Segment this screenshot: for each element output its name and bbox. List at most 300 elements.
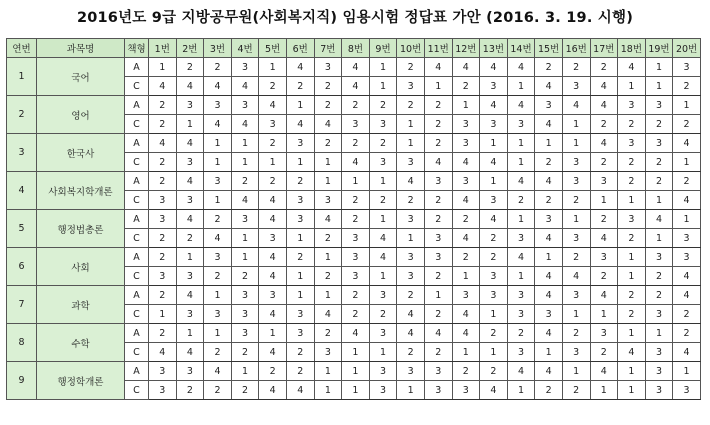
answer-cell: 4 (314, 115, 342, 134)
answer-cell: 1 (618, 77, 646, 96)
answer-cell: 2 (618, 172, 646, 191)
answer-cell: 3 (286, 305, 314, 324)
answer-cell: 3 (590, 324, 618, 343)
answer-cell: 3 (314, 191, 342, 210)
answer-cell: 2 (286, 77, 314, 96)
answer-cell: 2 (149, 115, 177, 134)
answer-cell: 3 (259, 286, 287, 305)
subject-name: 행정법총론 (37, 210, 125, 248)
answer-cell: 1 (535, 134, 563, 153)
answer-cell: 2 (645, 153, 673, 172)
table-row (7, 248, 701, 267)
header-question: 5번 (259, 39, 287, 58)
answer-cell: 1 (231, 248, 259, 267)
answer-cell: 1 (369, 172, 397, 191)
booklet-type: A (125, 96, 149, 115)
answer-cell: 4 (259, 343, 287, 362)
row-number: 7 (7, 286, 37, 324)
header-question: 18번 (618, 39, 646, 58)
answer-cell: 1 (618, 381, 646, 400)
answer-cell: 1 (286, 96, 314, 115)
answer-cell: 1 (452, 96, 480, 115)
answer-cell: 1 (535, 248, 563, 267)
row-number: 6 (7, 248, 37, 286)
answer-cell: 3 (176, 305, 204, 324)
answer-cell: 3 (590, 248, 618, 267)
answer-cell: 1 (231, 153, 259, 172)
header-question: 14번 (507, 39, 535, 58)
header-question: 13번 (480, 39, 508, 58)
answer-cell: 4 (204, 115, 232, 134)
answer-cell: 3 (176, 153, 204, 172)
answer-cell: 3 (149, 267, 177, 286)
answer-cell: 2 (397, 286, 425, 305)
answer-cell: 4 (259, 305, 287, 324)
answer-cell: 2 (452, 210, 480, 229)
answer-cell: 2 (673, 305, 701, 324)
answer-cell: 3 (259, 229, 287, 248)
answer-cell: 3 (424, 381, 452, 400)
answer-cell: 4 (562, 267, 590, 286)
answer-cell: 4 (231, 77, 259, 96)
answer-cell: 1 (645, 58, 673, 77)
answer-table (6, 38, 701, 400)
answer-cell: 4 (342, 153, 370, 172)
answer-cell: 2 (424, 134, 452, 153)
answer-cell: 2 (314, 96, 342, 115)
answer-cell: 2 (314, 324, 342, 343)
answer-cell: 4 (397, 324, 425, 343)
answer-cell: 4 (480, 210, 508, 229)
answer-cell: 3 (342, 115, 370, 134)
answer-cell: 2 (149, 96, 177, 115)
answer-cell: 4 (149, 134, 177, 153)
answer-cell: 2 (535, 381, 563, 400)
answer-cell: 2 (314, 77, 342, 96)
answer-cell: 2 (149, 229, 177, 248)
answer-cell: 2 (397, 191, 425, 210)
table-row (7, 96, 701, 115)
answer-cell: 1 (314, 248, 342, 267)
answer-cell: 1 (673, 153, 701, 172)
row-number: 9 (7, 362, 37, 400)
answer-cell: 2 (562, 324, 590, 343)
answer-cell: 1 (480, 305, 508, 324)
answer-cell: 1 (562, 115, 590, 134)
subject-name: 사회복지학개론 (37, 172, 125, 210)
answer-cell: 2 (204, 343, 232, 362)
answer-cell: 4 (562, 96, 590, 115)
header-question: 2번 (176, 39, 204, 58)
answer-cell: 2 (480, 324, 508, 343)
answer-cell: 1 (480, 134, 508, 153)
answer-cell: 4 (452, 191, 480, 210)
subject-name: 영어 (37, 96, 125, 134)
answer-cell: 2 (342, 191, 370, 210)
answer-cell: 2 (314, 267, 342, 286)
answer-cell: 1 (286, 153, 314, 172)
answer-cell: 2 (204, 210, 232, 229)
answer-cell: 4 (259, 381, 287, 400)
answer-cell: 1 (369, 343, 397, 362)
answer-cell: 2 (369, 191, 397, 210)
answer-cell: 3 (231, 324, 259, 343)
answer-cell: 1 (176, 248, 204, 267)
answer-cell: 2 (369, 305, 397, 324)
answer-cell: 4 (452, 324, 480, 343)
answer-cell: 1 (507, 381, 535, 400)
answer-cell: 1 (259, 58, 287, 77)
answer-cell: 4 (259, 210, 287, 229)
answer-cell: 4 (149, 343, 177, 362)
booklet-type: A (125, 58, 149, 77)
booklet-type: C (125, 77, 149, 96)
answer-cell: 2 (259, 362, 287, 381)
answer-cell: 1 (342, 381, 370, 400)
answer-cell: 4 (176, 77, 204, 96)
answer-cell: 4 (176, 172, 204, 191)
answer-cell: 2 (618, 286, 646, 305)
answer-cell: 4 (176, 343, 204, 362)
header-row (7, 39, 701, 58)
answer-cell: 3 (397, 267, 425, 286)
header-question: 9번 (369, 39, 397, 58)
answer-cell: 3 (231, 58, 259, 77)
answer-cell: 3 (342, 248, 370, 267)
answer-cell: 4 (342, 58, 370, 77)
booklet-type: C (125, 381, 149, 400)
answer-cell: 1 (176, 324, 204, 343)
answer-cell: 2 (645, 115, 673, 134)
answer-cell: 1 (424, 77, 452, 96)
answer-cell: 1 (452, 267, 480, 286)
answer-cell: 4 (149, 77, 177, 96)
answer-cell: 3 (452, 134, 480, 153)
answer-cell: 4 (590, 77, 618, 96)
booklet-type: A (125, 286, 149, 305)
table-row (7, 362, 701, 381)
answer-cell: 1 (259, 324, 287, 343)
answer-cell: 3 (204, 96, 232, 115)
header-type: 책형 (125, 39, 149, 58)
header-subject: 과목명 (37, 39, 125, 58)
answer-cell: 3 (452, 172, 480, 191)
answer-cell: 2 (369, 96, 397, 115)
answer-cell: 1 (369, 58, 397, 77)
subject-name: 수학 (37, 324, 125, 362)
answer-cell: 3 (231, 286, 259, 305)
row-number: 5 (7, 210, 37, 248)
answer-cell: 3 (204, 248, 232, 267)
answer-cell: 3 (673, 381, 701, 400)
answer-cell: 3 (452, 286, 480, 305)
booklet-type: C (125, 305, 149, 324)
answer-cell: 1 (314, 381, 342, 400)
answer-cell: 3 (562, 229, 590, 248)
page-title: 2016년도 9급 지방공무원(사회복지직) 임용시험 정답표 가안 (2016. 3. 19. 시행) (76, 10, 634, 26)
answer-cell: 1 (369, 267, 397, 286)
answer-cell: 3 (424, 172, 452, 191)
answer-cell: 4 (590, 96, 618, 115)
answer-cell: 3 (424, 229, 452, 248)
answer-cell: 4 (369, 248, 397, 267)
answer-cell: 2 (204, 267, 232, 286)
answer-cell: 3 (452, 381, 480, 400)
answer-cell: 3 (645, 305, 673, 324)
answer-cell: 2 (176, 381, 204, 400)
answer-cell: 2 (507, 324, 535, 343)
answer-cell: 3 (562, 77, 590, 96)
answer-cell: 3 (645, 343, 673, 362)
answer-cell: 2 (342, 286, 370, 305)
answer-cell: 4 (286, 115, 314, 134)
header-question: 3번 (204, 39, 232, 58)
answer-cell: 4 (342, 324, 370, 343)
answer-cell: 3 (424, 362, 452, 381)
table-row (7, 324, 701, 343)
answer-cell: 1 (314, 286, 342, 305)
answer-cell: 2 (342, 210, 370, 229)
answer-cell: 1 (507, 210, 535, 229)
answer-cell: 1 (645, 324, 673, 343)
answer-cell: 2 (259, 172, 287, 191)
answer-cell: 2 (590, 210, 618, 229)
answer-cell: 4 (507, 362, 535, 381)
answer-cell: 4 (452, 153, 480, 172)
answer-cell: 2 (369, 134, 397, 153)
answer-cell: 3 (204, 305, 232, 324)
answer-cell: 3 (618, 210, 646, 229)
answer-cell: 2 (452, 248, 480, 267)
answer-cell: 3 (342, 267, 370, 286)
answer-cell: 3 (231, 305, 259, 324)
booklet-type: C (125, 115, 149, 134)
answer-cell: 3 (645, 362, 673, 381)
answer-cell: 1 (397, 381, 425, 400)
answer-cell: 3 (480, 77, 508, 96)
answer-cell: 2 (562, 381, 590, 400)
answer-cell: 2 (618, 115, 646, 134)
answer-cell: 2 (342, 134, 370, 153)
answer-cell: 3 (286, 324, 314, 343)
answer-cell: 2 (424, 305, 452, 324)
answer-cell: 3 (507, 115, 535, 134)
answer-cell: 1 (342, 343, 370, 362)
row-number: 4 (7, 172, 37, 210)
answer-cell: 2 (562, 248, 590, 267)
answer-cell: 2 (231, 172, 259, 191)
header-question: 20번 (673, 39, 701, 58)
answer-cell: 4 (535, 286, 563, 305)
answer-cell: 1 (424, 286, 452, 305)
answer-cell: 3 (480, 191, 508, 210)
answer-cell: 3 (535, 210, 563, 229)
answer-cell: 2 (286, 248, 314, 267)
subject-name: 행정학개론 (37, 362, 125, 400)
answer-cell: 3 (149, 362, 177, 381)
table-body (7, 58, 701, 400)
answer-cell: 4 (259, 191, 287, 210)
answer-cell: 1 (231, 134, 259, 153)
answer-cell: 4 (176, 134, 204, 153)
answer-cell: 2 (149, 248, 177, 267)
answer-cell: 3 (369, 362, 397, 381)
answer-cell: 2 (535, 153, 563, 172)
answer-cell: 1 (314, 362, 342, 381)
answer-cell: 2 (618, 305, 646, 324)
answer-cell: 4 (286, 381, 314, 400)
answer-cell: 4 (314, 210, 342, 229)
booklet-type: C (125, 229, 149, 248)
answer-cell: 4 (673, 267, 701, 286)
answer-cell: 1 (645, 191, 673, 210)
table-row (7, 172, 701, 191)
answer-cell: 4 (535, 324, 563, 343)
answer-cell: 2 (231, 381, 259, 400)
answer-cell: 3 (231, 96, 259, 115)
answer-cell: 2 (673, 324, 701, 343)
answer-cell: 2 (314, 134, 342, 153)
answer-cell: 1 (452, 343, 480, 362)
answer-cell: 2 (424, 267, 452, 286)
answer-cell: 3 (397, 153, 425, 172)
answer-cell: 4 (259, 248, 287, 267)
answer-cell: 2 (259, 77, 287, 96)
answer-cell: 4 (535, 267, 563, 286)
answer-cell: 2 (149, 324, 177, 343)
answer-cell: 1 (314, 153, 342, 172)
answer-cell: 3 (397, 248, 425, 267)
answer-cell: 3 (535, 96, 563, 115)
booklet-type: A (125, 210, 149, 229)
answer-cell: 3 (562, 153, 590, 172)
answer-cell: 3 (645, 248, 673, 267)
answer-cell: 4 (535, 362, 563, 381)
answer-cell: 1 (562, 210, 590, 229)
answer-cell: 1 (342, 172, 370, 191)
row-number: 3 (7, 134, 37, 172)
booklet-type: A (125, 324, 149, 343)
answer-cell: 4 (259, 267, 287, 286)
answer-cell: 2 (342, 96, 370, 115)
subject-name: 한국사 (37, 134, 125, 172)
answer-cell: 2 (452, 77, 480, 96)
answer-cell: 3 (480, 267, 508, 286)
answer-cell: 4 (507, 96, 535, 115)
header-question: 15번 (535, 39, 563, 58)
answer-cell: 2 (590, 153, 618, 172)
table-row (7, 58, 701, 77)
row-number: 1 (7, 58, 37, 96)
answer-cell: 4 (535, 172, 563, 191)
answer-cell: 3 (507, 286, 535, 305)
answer-cell: 4 (590, 229, 618, 248)
answer-cell: 3 (452, 115, 480, 134)
booklet-type: A (125, 134, 149, 153)
header-question: 10번 (397, 39, 425, 58)
answer-cell: 2 (204, 58, 232, 77)
answer-cell: 1 (562, 305, 590, 324)
answer-cell: 3 (480, 115, 508, 134)
table-row (7, 210, 701, 229)
header-question: 11번 (424, 39, 452, 58)
answer-cell: 1 (645, 229, 673, 248)
answer-cell: 1 (480, 172, 508, 191)
answer-cell: 1 (369, 77, 397, 96)
answer-cell: 1 (231, 362, 259, 381)
answer-cell: 3 (176, 96, 204, 115)
answer-cell: 3 (673, 229, 701, 248)
booklet-type: A (125, 362, 149, 381)
answer-cell: 2 (397, 58, 425, 77)
answer-cell: 4 (286, 58, 314, 77)
answer-cell: 3 (535, 305, 563, 324)
subject-name: 국어 (37, 58, 125, 96)
answer-cell: 3 (480, 286, 508, 305)
header-question: 6번 (286, 39, 314, 58)
answer-cell: 3 (673, 58, 701, 77)
answer-cell: 1 (204, 324, 232, 343)
answer-cell: 3 (149, 381, 177, 400)
answer-cell: 3 (369, 381, 397, 400)
answer-cell: 3 (314, 58, 342, 77)
answer-cell: 1 (149, 58, 177, 77)
answer-cell: 2 (259, 134, 287, 153)
answer-cell: 1 (286, 286, 314, 305)
answer-cell: 2 (673, 77, 701, 96)
booklet-type: C (125, 267, 149, 286)
answer-cell: 2 (424, 96, 452, 115)
answer-cell: 1 (645, 77, 673, 96)
answer-cell: 2 (535, 191, 563, 210)
answer-cell: 2 (424, 191, 452, 210)
answer-cell: 2 (645, 286, 673, 305)
answer-cell: 1 (507, 77, 535, 96)
answer-cell: 2 (424, 115, 452, 134)
answer-cell: 3 (673, 248, 701, 267)
answer-cell: 4 (618, 343, 646, 362)
answer-cell: 1 (590, 305, 618, 324)
answer-cell: 4 (590, 286, 618, 305)
answer-cell: 3 (507, 229, 535, 248)
answer-cell: 1 (204, 153, 232, 172)
answer-cell: 2 (342, 305, 370, 324)
answer-cell: 2 (452, 362, 480, 381)
answer-cell: 4 (176, 286, 204, 305)
answer-cell: 2 (397, 96, 425, 115)
answer-cell: 1 (618, 362, 646, 381)
answer-cell: 4 (452, 305, 480, 324)
answer-cell: 4 (424, 324, 452, 343)
answer-cell: 3 (507, 305, 535, 324)
answer-cell: 4 (535, 229, 563, 248)
answer-cell: 4 (231, 115, 259, 134)
answer-cell: 2 (645, 172, 673, 191)
answer-cell: 3 (231, 210, 259, 229)
answer-cell: 2 (149, 172, 177, 191)
booklet-type: A (125, 248, 149, 267)
answer-cell: 1 (562, 134, 590, 153)
answer-cell: 1 (507, 267, 535, 286)
answer-cell: 1 (673, 96, 701, 115)
answer-cell: 3 (369, 153, 397, 172)
row-number: 8 (7, 324, 37, 362)
answer-cell: 1 (314, 172, 342, 191)
answer-cell: 3 (176, 362, 204, 381)
answer-cell: 1 (231, 229, 259, 248)
answer-cell: 4 (645, 210, 673, 229)
answer-cell: 4 (342, 77, 370, 96)
